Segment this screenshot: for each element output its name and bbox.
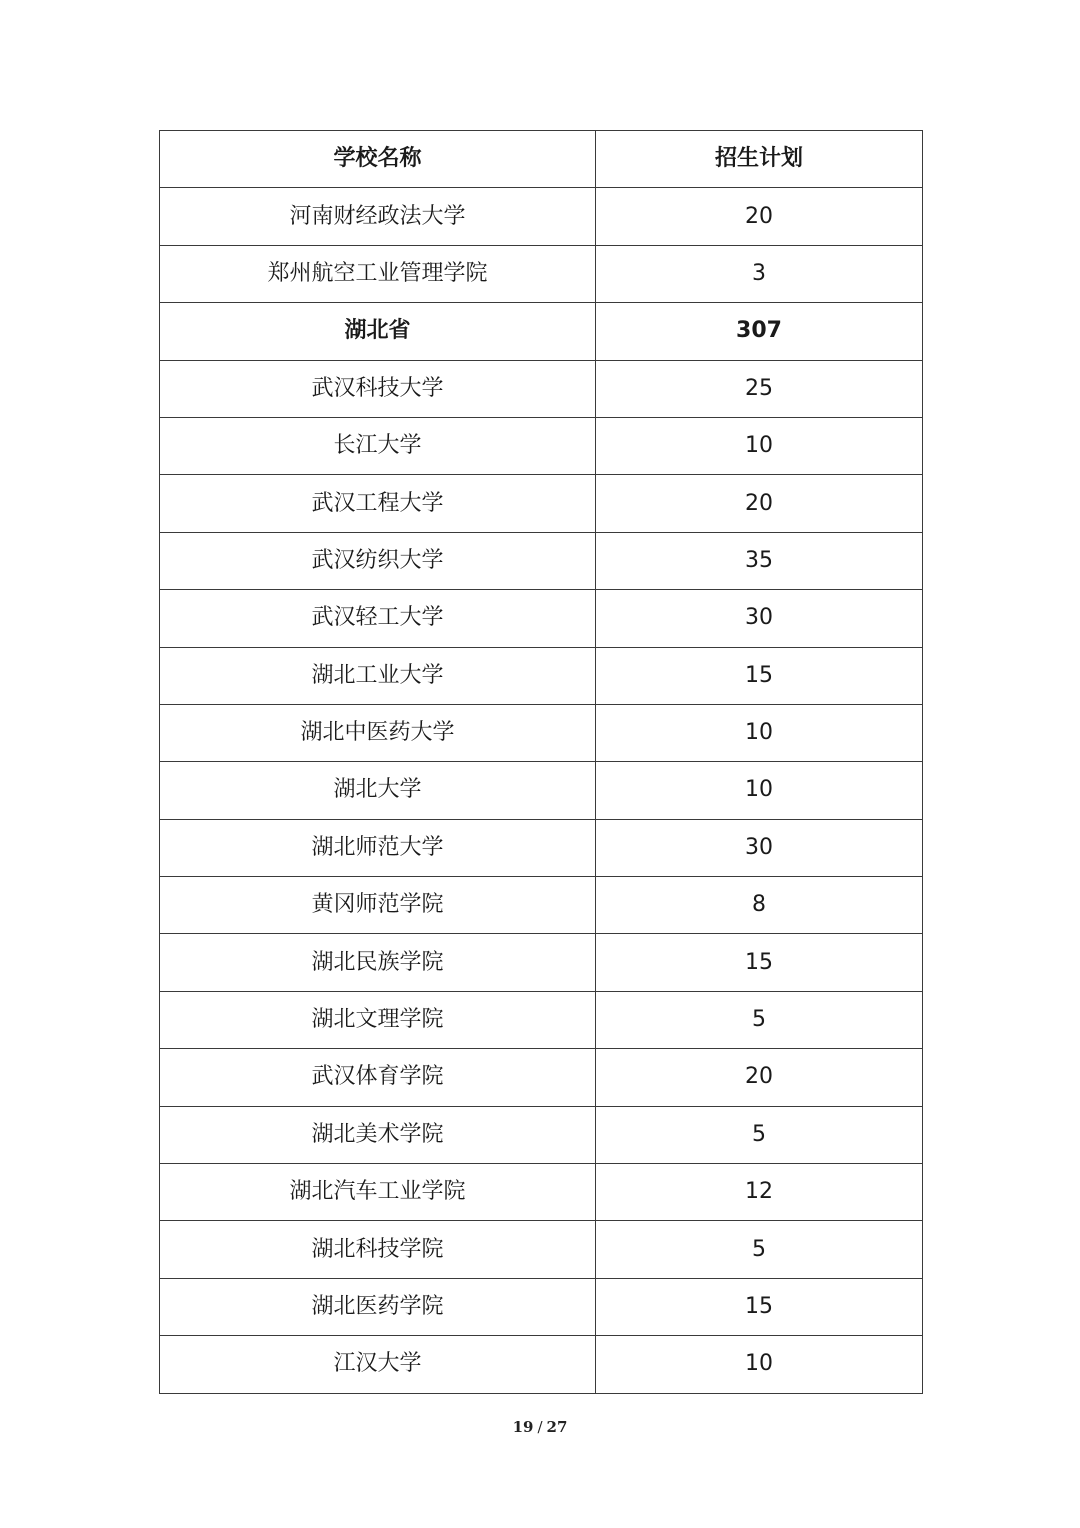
enrollment-plan-cell: 20 xyxy=(596,475,923,532)
school-name-cell: 武汉体育学院 xyxy=(160,1049,596,1106)
enrollment-plan-cell: 10 xyxy=(596,417,923,474)
table-header-row xyxy=(160,131,923,188)
school-name-cell: 湖北汽车工业学院 xyxy=(160,1164,596,1221)
enrollment-plan-cell: 20 xyxy=(596,1049,923,1106)
school-name-cell: 湖北美术学院 xyxy=(160,1106,596,1163)
enrollment-plan-cell: 10 xyxy=(596,762,923,819)
enrollment-plan-cell: 8 xyxy=(596,877,923,934)
enrollment-plan-cell: 20 xyxy=(596,188,923,245)
school-name-cell: 武汉科技大学 xyxy=(160,360,596,417)
enrollment-plan-cell: 25 xyxy=(596,360,923,417)
school-name-cell: 湖北师范大学 xyxy=(160,819,596,876)
enrollment-plan-cell: 5 xyxy=(596,991,923,1048)
table-row xyxy=(160,1221,923,1278)
table-row xyxy=(160,532,923,589)
enrollment-plan-cell: 5 xyxy=(596,1106,923,1163)
school-name-cell: 湖北民族学院 xyxy=(160,934,596,991)
school-name-cell: 江汉大学 xyxy=(160,1336,596,1393)
enrollment-plan-cell: 12 xyxy=(596,1164,923,1221)
header-school-name: 学校名称 xyxy=(160,131,596,188)
table-row xyxy=(160,1278,923,1335)
school-name-cell: 河南财经政法大学 xyxy=(160,188,596,245)
enrollment-plan-table xyxy=(159,130,923,1394)
table-row xyxy=(160,590,923,647)
school-name-cell: 湖北医药学院 xyxy=(160,1278,596,1335)
table-row xyxy=(160,1336,923,1393)
table-row xyxy=(160,934,923,991)
school-name-cell: 武汉工程大学 xyxy=(160,475,596,532)
school-name-cell: 郑州航空工业管理学院 xyxy=(160,245,596,302)
enrollment-plan-cell: 3 xyxy=(596,245,923,302)
table-row xyxy=(160,991,923,1048)
enrollment-plan-cell: 307 xyxy=(596,303,923,360)
enrollment-plan-cell: 35 xyxy=(596,532,923,589)
enrollment-plan-cell: 15 xyxy=(596,1278,923,1335)
current-page-number: 19 xyxy=(512,1418,534,1436)
enrollment-plan-cell: 10 xyxy=(596,704,923,761)
enrollment-plan-cell: 5 xyxy=(596,1221,923,1278)
table-row xyxy=(160,1106,923,1163)
table-row xyxy=(160,647,923,704)
enrollment-plan-cell: 30 xyxy=(596,819,923,876)
table-row xyxy=(160,704,923,761)
table-row xyxy=(160,360,923,417)
school-name-cell: 黄冈师范学院 xyxy=(160,877,596,934)
enrollment-plan-cell: 15 xyxy=(596,934,923,991)
school-name-cell: 长江大学 xyxy=(160,417,596,474)
table-row xyxy=(160,245,923,302)
school-name-cell: 湖北中医药大学 xyxy=(160,704,596,761)
table-row xyxy=(160,762,923,819)
table-row xyxy=(160,417,923,474)
page-separator: / xyxy=(537,1418,543,1436)
school-name-cell: 湖北文理学院 xyxy=(160,991,596,1048)
table-row xyxy=(160,475,923,532)
table-row xyxy=(160,1164,923,1221)
table-body xyxy=(160,188,923,1393)
page-number xyxy=(0,1418,1080,1436)
school-name-cell: 湖北省 xyxy=(160,303,596,360)
school-name-cell: 湖北大学 xyxy=(160,762,596,819)
table-row xyxy=(160,1049,923,1106)
enrollment-plan-cell: 15 xyxy=(596,647,923,704)
table-row xyxy=(160,188,923,245)
province-subtotal-row xyxy=(160,303,923,360)
school-name-cell: 湖北工业大学 xyxy=(160,647,596,704)
school-name-cell: 武汉轻工大学 xyxy=(160,590,596,647)
enrollment-plan-cell: 10 xyxy=(596,1336,923,1393)
table-row xyxy=(160,877,923,934)
school-name-cell: 武汉纺织大学 xyxy=(160,532,596,589)
header-enrollment-plan: 招生计划 xyxy=(596,131,923,188)
enrollment-plan-cell: 30 xyxy=(596,590,923,647)
total-page-count: 27 xyxy=(546,1418,568,1436)
school-name-cell: 湖北科技学院 xyxy=(160,1221,596,1278)
table-row xyxy=(160,819,923,876)
